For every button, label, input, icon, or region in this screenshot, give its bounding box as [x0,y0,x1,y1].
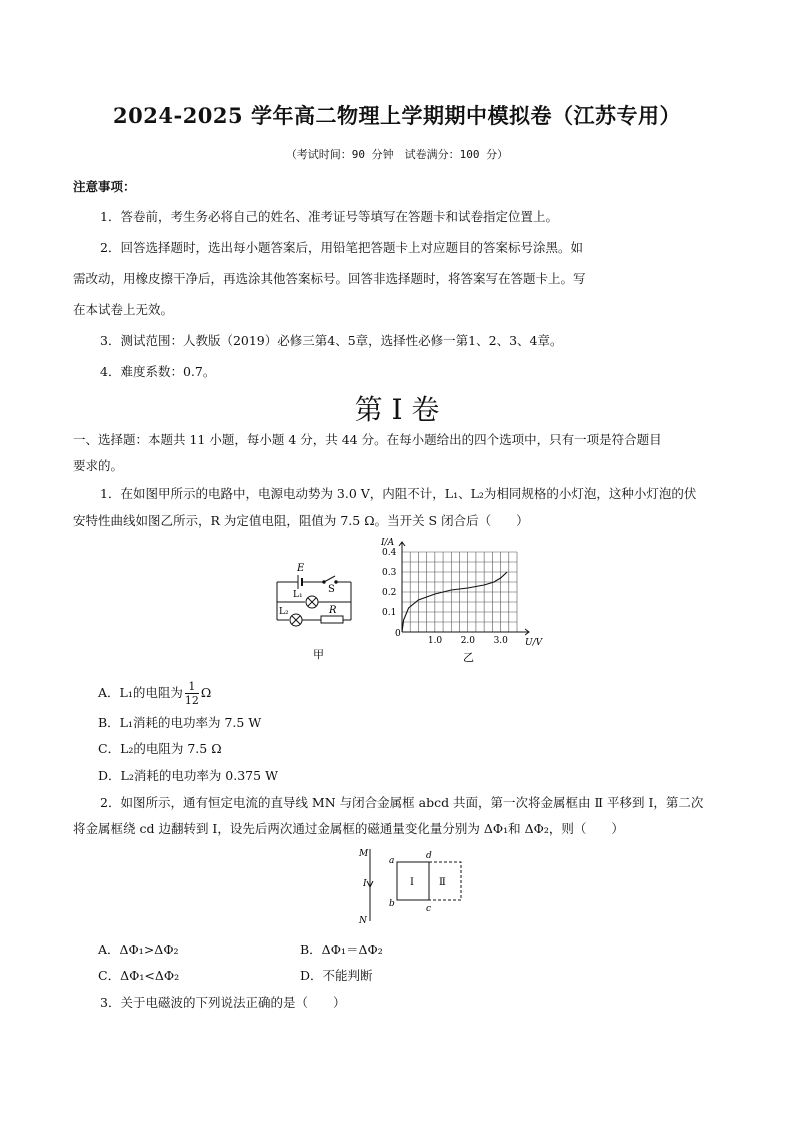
iu-graph [375,535,555,665]
label-region-1: Ⅰ [410,877,414,888]
section-header-line2: 要求的。 [73,458,124,473]
x-tick-label: 3.0 [493,636,508,646]
label-L2: L₂ [279,607,289,617]
label-d: d [426,851,432,861]
x-axis-label: U/V [525,638,543,648]
note-4: 4．难度系数：0.7。 [100,364,216,379]
q1-option-a-text: A．L₁的电阻为 [98,685,183,700]
q1-option-c[interactable]: C．L₂的电阻为 7.5 Ω [98,741,222,756]
note-1: 1．答卷前，考生务必将自己的姓名、准考证号等填写在答题卡和试卷指定位置上。 [100,209,558,224]
note-2-line3: 在本试卷上无效。 [73,302,174,317]
note-2-line1: 2．回答选择题时，选出每小题答案后，用铅笔把答题卡上对应题目的答案标号涂黑。如 [100,240,583,255]
page-title: 2024-2025 学年高二物理上学期期中模拟卷（江苏专用） [113,103,681,128]
label-c: c [426,904,432,914]
y-tick-label: 0.4 [382,548,397,558]
q2-stem-line2: 将金属框绕 cd 边翻转到 Ⅰ，设先后两次通过金属框的磁通量变化量分别为 ΔΦ₁和 ΔΦ₂，则（ ） [73,821,624,836]
fraction-numerator: 1 [185,680,199,694]
q2-option-d[interactable]: D．不能判断 [300,968,373,983]
section-header-line1: 一、选择题：本题共 11 小题，每小题 4 分，共 44 分。在每小题给出的四个选项中，只有一项是符合题目 [73,432,662,447]
label-E: E [297,563,305,574]
label-a: a [389,856,395,866]
label-S: S [328,584,335,595]
label-region-2: Ⅱ [439,877,446,888]
q1-option-b[interactable]: B．L₁消耗的电功率为 7.5 W [98,715,262,730]
q2-option-c[interactable]: C．ΔΦ₁<ΔΦ₂ [98,968,180,983]
y-tick-label: 0.3 [382,568,397,578]
q1-option-d[interactable]: D．L₂消耗的电功率为 0.375 W [98,768,278,783]
q1-stem-line2: 安特性曲线如图乙所示，R 为定值电阻，阻值为 7.5 Ω。当开关 S 闭合后（ ） [73,513,529,528]
x-tick-label: 1.0 [427,636,443,646]
label-M: M [359,849,369,859]
q1-option-a[interactable] [98,680,211,707]
volume-title: 第 I 卷 [354,393,440,426]
q2-stem-line1: 2．如图所示，通有恒定电流的直导线 MN 与闭合金属框 abcd 共面，第一次将金属框由 Ⅱ 平移到 Ⅰ，第二次 [100,795,704,810]
frame-figure [352,843,467,925]
label-I: I [363,879,367,889]
caption-yi: 乙 [463,651,474,664]
circuit-diagram [265,560,375,660]
x-tick-label: 2.0 [460,636,476,646]
note-2-line2: 需改动，用橡皮擦干净后，再选涂其他答案标号。回答非选择题时，将答案写在答题卡上。写 [73,271,586,286]
q2-option-a[interactable]: A．ΔΦ₁>ΔΦ₂ [98,942,179,957]
q3-stem: 3．关于电磁波的下列说法正确的是（ ） [100,995,346,1010]
fraction-1-12 [185,680,199,707]
y-axis-label: I/A [381,538,395,548]
note-3: 3．测试范围：人教版（2019）必修三第4、5章，选择性必修一第1、2、3、4章。 [100,333,563,348]
notes-heading: 注意事项： [73,179,136,194]
exam-info: （考试时间：90 分钟 试卷满分：100 分） [285,148,509,161]
q1-option-a-unit: Ω [200,685,212,700]
label-L1: L₁ [293,590,303,600]
y-tick-label: 0.2 [382,588,397,598]
q2-option-b[interactable]: B．ΔΦ₁＝ΔΦ₂ [300,942,383,957]
y-tick-label: 0.1 [382,608,397,618]
caption-jia: 甲 [313,648,324,660]
fraction-denominator: 12 [184,694,199,707]
label-N: N [359,916,367,925]
label-b: b [389,899,395,909]
q1-stem-line1: 1．在如图甲所示的电路中，电源电动势为 3.0 V，内阻不计，L₁、L₂为相同规格的小灯泡，这种小灯泡的伏 [100,486,697,501]
label-R: R [329,605,337,616]
origin-label: 0 [395,629,401,639]
